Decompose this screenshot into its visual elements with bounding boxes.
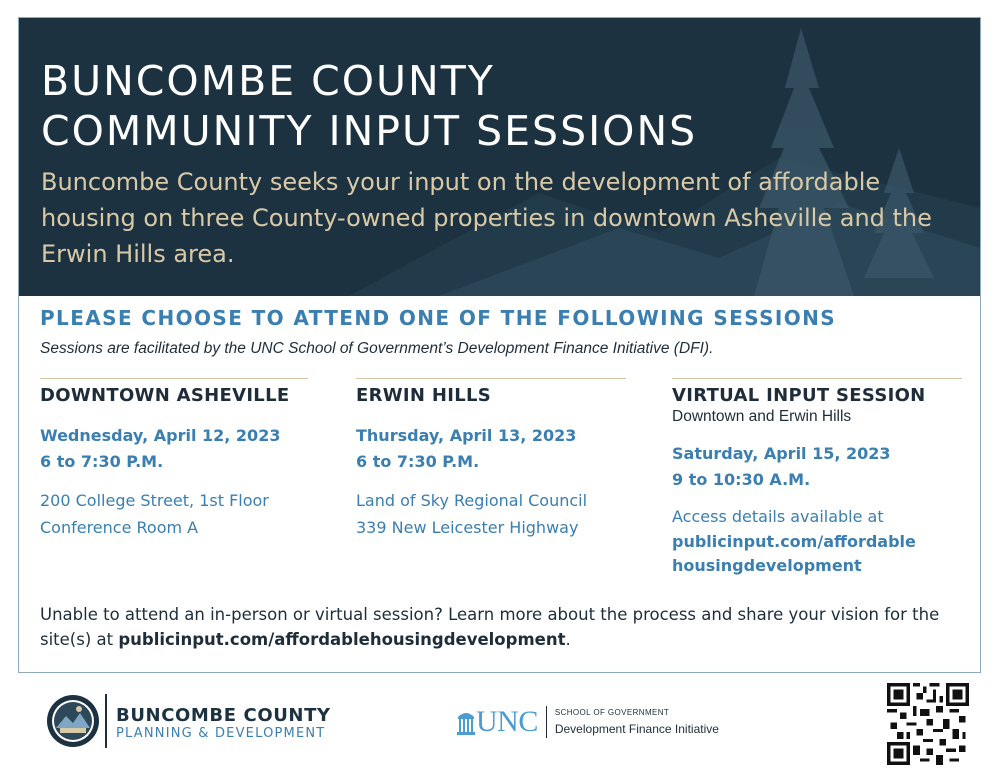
unable-link[interactable]: publicinput.com/affordablehousingdevelopment	[118, 630, 566, 649]
county-name: BUNCOMBE COUNTY	[116, 705, 331, 726]
session-time: 6 to 7:30 P.M.	[40, 452, 164, 471]
session-address-line2: Conference Room A	[40, 518, 199, 537]
unc-dfi: Development Finance Initiative	[554, 722, 719, 736]
county-seal-icon	[46, 694, 100, 748]
session-title: VIRTUAL INPUT SESSION	[672, 385, 926, 406]
county-dept: PLANNING & DEVELOPMENT	[116, 726, 326, 741]
hero-title	[41, 56, 697, 156]
logo-divider	[105, 694, 107, 748]
session-erwin-hills	[356, 378, 626, 541]
session-virtual	[672, 378, 962, 578]
unable-to-attend-text	[40, 602, 960, 652]
qr-code-icon[interactable]	[887, 683, 969, 765]
session-time: 9 to 10:30 A.M.	[672, 470, 811, 489]
session-title: ERWIN HILLS	[356, 385, 492, 406]
unable-text: Unable to attend an in-person or virtual session? Learn more about the process and share your vision for the site(s) at	[40, 605, 940, 649]
unc-logo	[456, 706, 719, 738]
column-rule	[672, 378, 962, 379]
unc-school-block	[555, 707, 719, 737]
access-details-text: Access details available at	[672, 507, 884, 526]
column-rule	[356, 378, 626, 379]
session-subtitle: Downtown and Erwin Hills	[672, 408, 852, 425]
session-address-line1: Land of Sky Regional Council	[356, 491, 588, 510]
hero-subtitle: Buncombe County seeks your input on the development of affordable housing on three County-owned properties in downtown Asheville and the Erwin Hills area.	[41, 168, 932, 268]
column-rule	[40, 378, 308, 379]
hero-title-line2: COMMUNITY INPUT SESSIONS	[41, 107, 698, 155]
unc-divider	[546, 706, 547, 738]
unable-end: .	[565, 630, 571, 649]
hero-title-line1: BUNCOMBE COUNTY	[41, 57, 495, 105]
session-title: DOWNTOWN ASHEVILLE	[40, 385, 290, 406]
virtual-link-line1[interactable]: publicinput.com/affordable	[672, 532, 916, 551]
facilitated-note: Sessions are facilitated by the UNC School of Government’s Development Finance Initiative (DFI).	[40, 340, 714, 357]
choose-heading: PLEASE CHOOSE TO ATTEND ONE OF THE FOLLOWING SESSIONS	[40, 306, 837, 330]
county-logo-text	[116, 706, 331, 742]
unc-school-of-government: SCHOOL OF GOVERNMENT	[554, 708, 670, 717]
unc-wordmark: UNC	[476, 705, 538, 738]
virtual-link-line2[interactable]: housingdevelopment	[672, 556, 862, 575]
session-address-line2: 339 New Leicester Highway	[356, 518, 579, 537]
session-address-line1: 200 College Street, 1st Floor	[40, 491, 269, 510]
session-date: Saturday, April 15, 2023	[672, 444, 891, 463]
session-date: Wednesday, April 12, 2023	[40, 426, 281, 445]
session-downtown-asheville	[40, 378, 308, 541]
hero-banner	[19, 18, 980, 296]
session-time: 6 to 7:30 P.M.	[356, 452, 480, 471]
unc-old-well-icon	[456, 709, 476, 735]
session-date: Thursday, April 13, 2023	[356, 426, 577, 445]
